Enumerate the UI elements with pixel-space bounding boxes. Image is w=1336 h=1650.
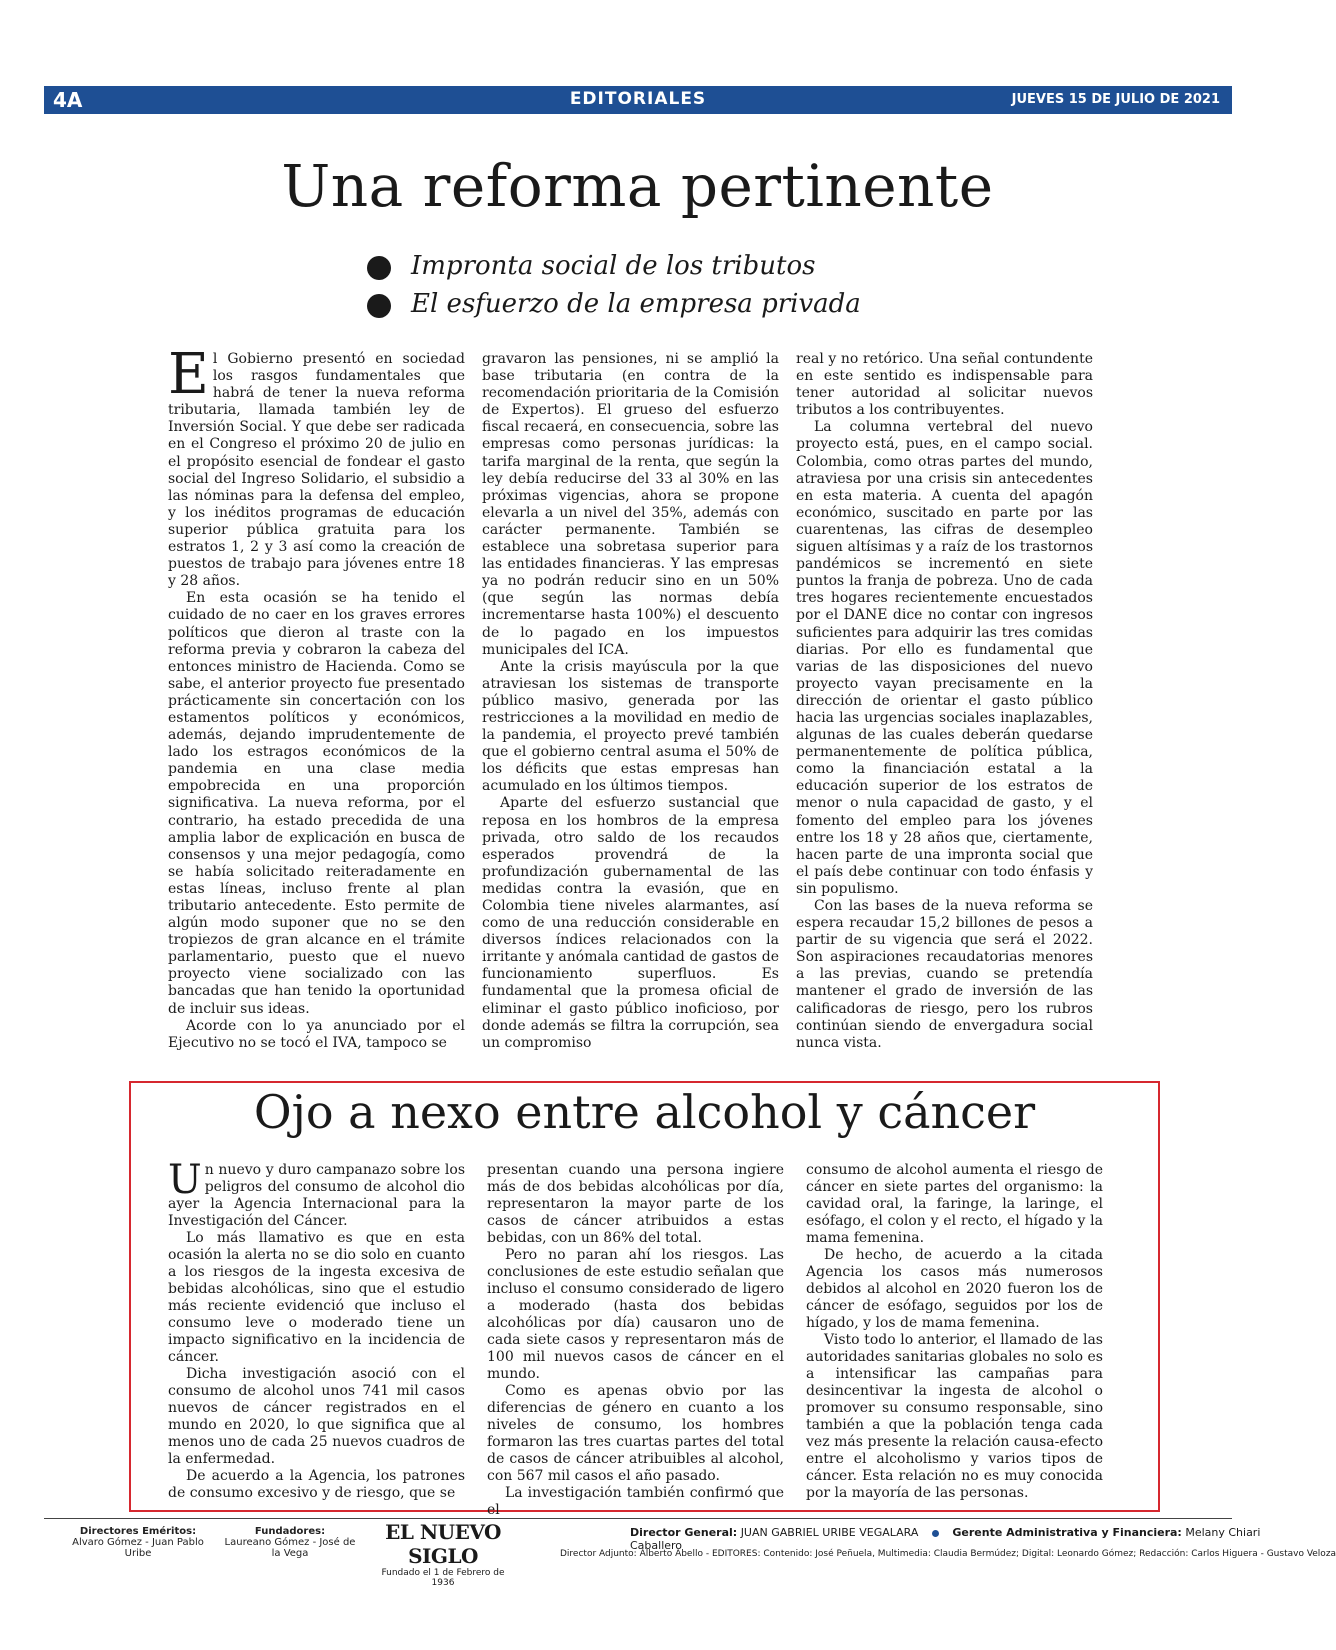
article-column-1 xyxy=(168,1157,465,1507)
footer-fundadores xyxy=(220,1526,360,1559)
subhead-text: Impronta social de los tributos xyxy=(411,251,816,281)
paragraph: Ante la crisis mayúscula por la que atraviesan los sistemas de transporte público masivo, generada por las restricciones a la movilidad en medio de la pandemia, el proyecto prevé también que el gobierno central asuma el 50% de los déficits que estas empresas han acumulado en los últimos tiempos. xyxy=(482,658,779,795)
article-column-2 xyxy=(482,351,779,1051)
subhead-item xyxy=(367,288,861,326)
main-headline: Una reforma pertinente xyxy=(281,152,994,220)
paragraph: Dicha investigación asoció con el consumo de alcohol unos 741 mil casos nuevos de cáncer registrados en el mundo en 2020, lo que significa que al menos uno de cada 25 nuevos cuadros de la enfermedad. xyxy=(168,1366,465,1467)
logo-text: EL NUEVO SIGLO xyxy=(385,1520,501,1568)
staff-bottom-line: Director Adjunto: Alberto Abello - EDITORES: Contenido: José Peñuela, Multimedia: Claudia Bermúdez; Digital: Leonardo Gómez; Redacción: Carlos Higuera - Gustavo Veloza xyxy=(560,1549,1336,1559)
paragraph: presentan cuando una persona ingiere más de dos bebidas alcohólicas por día, representaron la mayor parte de los casos de cáncer atribuidos a estas bebidas, con un 86% del total. xyxy=(487,1162,784,1246)
section-title: EDITORIALES xyxy=(569,89,707,109)
staff-top-line: Director General: JUAN GABRIEL URIBE VEGALARA Gerente Administrativa y Financiera: Melany Chiari Caballero xyxy=(630,1526,1261,1552)
paragraph: real y no retórico. Una señal contundente en este sentido es indispensable para tener autoridad al solicitar nuevos tributos a los contribuyentes. xyxy=(796,351,1093,419)
gerente-name: Melany Chiari Caballero xyxy=(630,1526,1261,1552)
article-column-1 xyxy=(168,342,465,1051)
paragraph: Un nuevo y duro campanazo sobre los peligros del consumo de alcohol dio ayer la Agencia Internacional para la Investigación del Cáncer. xyxy=(168,1157,465,1229)
article-column-3 xyxy=(806,1162,1103,1507)
paragraph: gravaron las pensiones, ni se amplió la base tributaria (en contra de la recomendación prioritaria de la Comisión de Expertos). El grueso del esfuerzo fiscal recaerá, en consecuencia, sobre las empresas como personas jurídicas: la tarifa marginal de la renta, que según la ley debía reducirse del 33 al 30% en las próximas vigencias, ahora se propone elevarla a un nivel del 35%, además con carácter permanente. También se establece una sobretasa superior para las entidades financieras. Y las empresas ya no podrán reducir sino en un 50% (que según las normas debía incrementarse hasta 100%) el descuento de lo pagado en los impuestos municipales del ICA. xyxy=(482,351,779,658)
founded-date: Fundado el 1 de Febrero de 1936 xyxy=(381,1568,505,1588)
subhead-item xyxy=(367,250,861,288)
separator-dot-icon xyxy=(932,1530,939,1537)
paragraph: Pero no paran ahí los riesgos. Las conclusiones de este estudio señalan que incluso el consumo considerado de ligero a moderado (hasta dos bebidas alcohólicas por día) causaron uno de cada siete casos y representaron más de 100 mil nuevos casos de cáncer en el mundo. xyxy=(487,1247,784,1382)
subhead-text: El esfuerzo de la empresa privada xyxy=(411,289,861,319)
main-article-body xyxy=(168,342,1093,1051)
masthead-logo xyxy=(376,1520,510,1588)
bullet-icon xyxy=(367,256,391,280)
footer-directores xyxy=(68,1526,208,1559)
footer-divider xyxy=(44,1518,1232,1519)
article-column-2 xyxy=(487,1162,784,1518)
paragraph: Acorde con lo ya anunciado por el Ejecutivo no se tocó el IVA, tampoco se xyxy=(168,1017,465,1051)
paragraph: Como es apenas obvio por las diferencias de género en cuanto a los niveles de consumo, los hombres formaron las tres cuartas partes del total de casos de cáncer atribuibles al alcohol, con 567 mil casos el año pasado. xyxy=(487,1383,784,1484)
subhead-list xyxy=(367,250,861,326)
paragraph: El Gobierno presentó en sociedad los rasgos fundamentales que habrá de tener la nueva reforma tributaria, llamada también ley de Inversión Social. Y que debe ser radicada en el Congreso el próximo 20 de julio en el propósito esencial de fondear el gasto social del Ingreso Solidario, el subsidio a las nóminas para la defensa del empleo, y los inéditos programas de educación superior pública gratuita para los estratos 1, 2 y 3 así como la creación de puestos de trabajo para jóvenes entre 18 y 28 años. xyxy=(168,342,465,590)
paragraph: Con las bases de la nueva reforma se espera recaudar 15,2 billones de pesos a partir de su vigencia que será el 2022. Son aspiraciones recaudatorias menores a las previas, cuando se pretendía mantener el grado de inversión de las calificadoras de riesgo, pero los rubros continúan siendo de envergadura social nunca vista. xyxy=(796,898,1093,1051)
drop-cap: E xyxy=(168,342,209,407)
directores-label: Directores Eméritos: xyxy=(79,1526,197,1537)
paragraph: De acuerdo a la Agencia, los patrones de consumo excesivo y de riesgo, que se xyxy=(168,1468,465,1501)
paragraph: Visto todo lo anterior, el llamado de las autoridades sanitarias globales no solo es a intensificar las campañas para desincentivar la ingesta de alcohol o promover su consumo responsable, sino también a que la población tenga cada vez más presente la relación causa-efecto entre el alcoholismo y varios tipos de cáncer. Esta relación no es muy conocida por la mayoría de las personas. xyxy=(806,1332,1103,1501)
paragraph: Aparte del esfuerzo sustancial que reposa en los hombros de la empresa privada, otro saldo de los recaudos esperados provendrá de la profundización gubernamental de las medidas contra la evasión, que en Colombia tiene niveles alarmantes, así como de una reducción considerable en diversos índices relacionados con la irritante y anómala cantidad de gastos de funcionamiento superfluos. Es fundamental que la promesa oficial de eliminar el gasto público inoficioso, por donde además se filtra la corrupción, sea un compromiso xyxy=(482,795,779,1051)
article-column-3 xyxy=(796,351,1093,1051)
paragraph: Lo más llamativo es que en esta ocasión la alerta no se dio solo en cuanto a los riesgos de la ingesta excesiva de bebidas alcohólicas, sino que el estudio más reciente evidenció que incluso el consumo leve o moderado tiene un impacto significativo en la incidencia de cáncer. xyxy=(168,1230,465,1365)
paragraph: La investigación también confirmó que el xyxy=(487,1485,784,1518)
fundadores-value: Laureano Gómez - José de la Vega xyxy=(224,1537,356,1559)
paragraph: En esta ocasión se ha tenido el cuidado de no caer en los graves errores políticos que dieron al traste con la reforma previa y cobraron la cabeza del entonces ministro de Hacienda. Como se sabe, el anterior proyecto fue presentado prácticamente sin concertación con los estamentos políticos y económicos, además, dejando imprudentemente de lado los estragos económicos de la pandemia en una clase media empobrecida en una proporción significativa. La nueva reforma, por el contrario, ha estado precedida de una amplia labor de explicación en busca de consensos y una mejor pedagogía, como se había solicitado reiteradamente en estas líneas, incluso frente al plan tributario antecedente. Esto permite de algún modo suponer que no se den tropiezos de gran alcance en el trámite parlamentario, puesto que el nuevo proyecto viene socializado con las bancadas que han tenido la oportunidad de incluir sus ideas. xyxy=(168,590,465,1017)
paragraph: La columna vertebral del nuevo proyecto está, pues, en el campo social. Colombia, como otras partes del mundo, atraviesa por una crisis sin antecedentes en esta materia. A cuenta del apagón económico, suscitado en parte por las cuarentenas, las cifras de desempleo siguen altísimas y a raíz de los trastornos pandémicos se incrementó en siete puntos la franja de pobreza. Uno de cada tres hogares recientemente encuestados por el DANE dice no contar con ingresos suficientes para adquirir las tres comidas diarias. Por ello es fundamental que varias de las disposiciones del nuevo proyecto vayan precisamente en la dirección de orientar el gasto público hacia las urgencias sociales inaplazables, algunas de las cuales deberán quedarse permanentemente de política pública, como la financiación estatal a la educación superior de los estratos de menor o nula capacidad de gasto, y el fomento del empleo para los jóvenes entre los 18 y 28 años que, ciertamente, hacen parte de una impronta social que el país debe continuar con todo énfasis y sin populismo. xyxy=(796,419,1093,897)
fundadores-label: Fundadores: xyxy=(254,1526,326,1537)
section-header-bar xyxy=(44,86,1232,114)
second-article-body xyxy=(168,1157,1103,1518)
paragraph: De hecho, de acuerdo a la citada Agencia los casos más numerosos debidos al alcohol en 2020 fueron los de cáncer de esófago, seguidos por los de hígado, y los de mama femenina. xyxy=(806,1247,1103,1331)
second-headline: Ojo a nexo entre alcohol y cáncer xyxy=(253,1085,1036,1139)
drop-cap: U xyxy=(168,1157,202,1203)
director-general-name: JUAN GABRIEL URIBE VEGALARA xyxy=(740,1526,919,1539)
issue-date: JUEVES 15 DE JULIO DE 2021 xyxy=(1011,92,1220,107)
paragraph: consumo de alcohol aumenta el riesgo de cáncer en siete partes del organismo: la cavidad oral, la faringe, la laringe, el esófago, el colon y el recto, el hígado y la mama femenina. xyxy=(806,1162,1103,1246)
page-number: 4A xyxy=(53,88,83,112)
bullet-icon xyxy=(367,294,391,318)
directores-value: Alvaro Gómez - Juan Pablo Uribe xyxy=(72,1537,204,1559)
